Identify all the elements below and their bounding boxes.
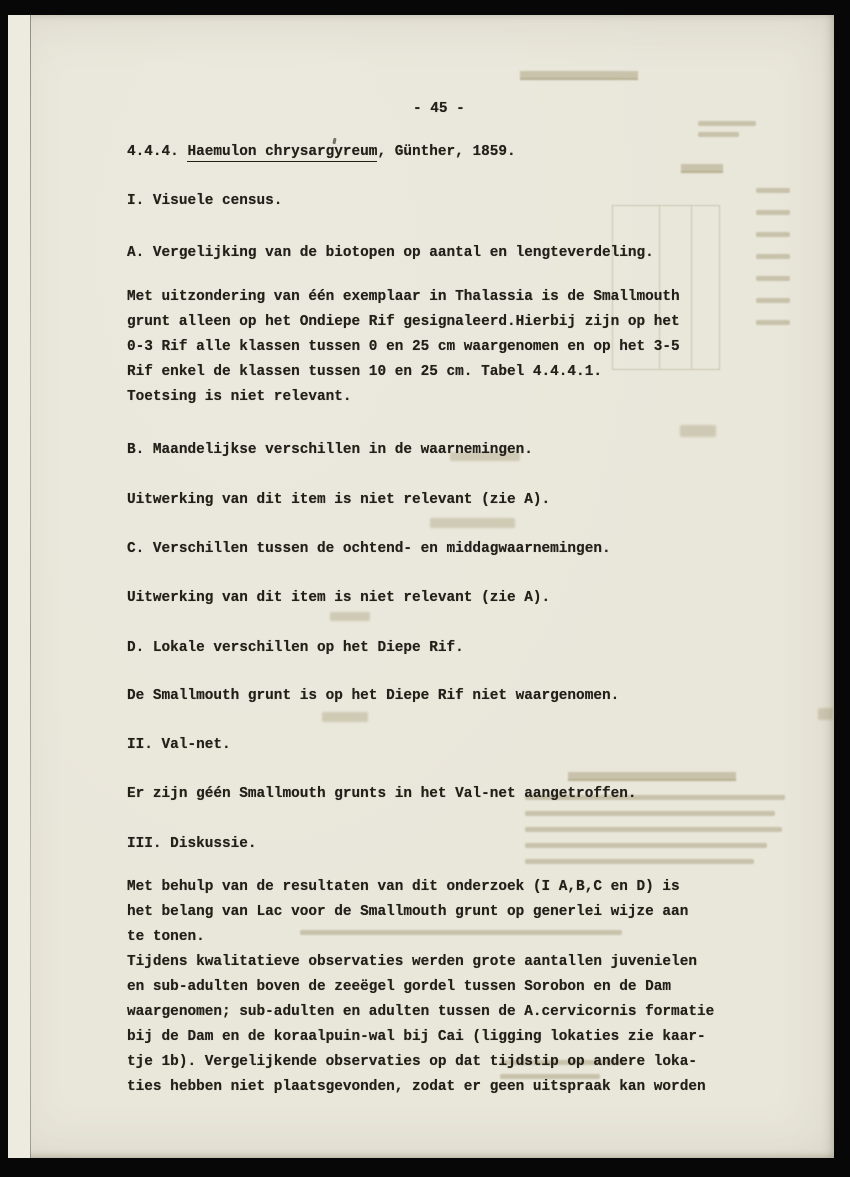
text-line: Toetsing is niet relevant.	[127, 389, 352, 405]
text-line: Rif enkel de klassen tussen 10 en 25 cm. Tabel 4.4.4.1.	[127, 364, 602, 380]
text-line: Met behulp van de resultaten van dit onderzoek (I A,B,C en D) is	[127, 879, 680, 895]
page-number: - 45 -	[413, 101, 465, 117]
text-line: ties hebben niet plaatsgevonden, zodat er geen uitspraak kan worden	[127, 1079, 706, 1095]
text-line: A. Vergelijking van de biotopen op aantal en lengteverdeling.	[127, 245, 654, 261]
text-line: D. Lokale verschillen op het Diepe Rif.	[127, 640, 464, 656]
heading-species-name: Haemulon chrysargyreum	[187, 144, 378, 160]
text-line: Er zijn géén Smallmouth grunts in het Val-net aangetroffen.	[127, 786, 637, 802]
text-line: I. Visuele census.	[127, 193, 283, 209]
text-line: Uitwerking van dit item is niet relevant (zie A).	[127, 492, 551, 508]
section-heading	[127, 144, 516, 160]
text-line: B. Maandelijkse verschillen in de waarnemingen.	[127, 442, 533, 458]
text-line: en sub-adulten boven de zeeëgel gordel tussen Sorobon en de Dam	[127, 979, 672, 995]
heading-author-year: , Günther, 1859.	[377, 144, 516, 160]
text-line: II. Val-net.	[127, 737, 231, 753]
text-line: grunt alleen op het Ondiepe Rif gesignaleerd.Hierbij zijn op het	[127, 314, 680, 330]
text-line: Met uitzondering van één exemplaar in Thalassia is de Smallmouth	[127, 289, 680, 305]
text-line: Uitwerking van dit item is niet relevant (zie A).	[127, 590, 551, 606]
text-line: het belang van Lac voor de Smallmouth grunt op generlei wijze aan	[127, 904, 689, 920]
text-line: De Smallmouth grunt is op het Diepe Rif niet waargenomen.	[127, 688, 620, 704]
text-line: 0-3 Rif alle klassen tussen 0 en 25 cm waargenomen en op het 3-5	[127, 339, 680, 355]
heading-number: 4.4.4.	[127, 144, 188, 160]
text-line: tje 1b). Vergelijkende observaties op dat tijdstip op andere loka-	[127, 1054, 697, 1070]
text-line: Tijdens kwalitatieve observaties werden grote aantallen juvenielen	[127, 954, 697, 970]
text-line: te tonen.	[127, 929, 205, 945]
text-line: bij de Dam en de koraalpuin-wal bij Cai (ligging lokaties zie kaar-	[127, 1029, 706, 1045]
text-line: waargenomen; sub-adulten en adulten tussen de A.cervicornis formatie	[127, 1004, 715, 1020]
text-line: C. Verschillen tussen de ochtend- en middagwaarnemingen.	[127, 541, 611, 557]
text-line: III. Diskussie.	[127, 836, 257, 852]
